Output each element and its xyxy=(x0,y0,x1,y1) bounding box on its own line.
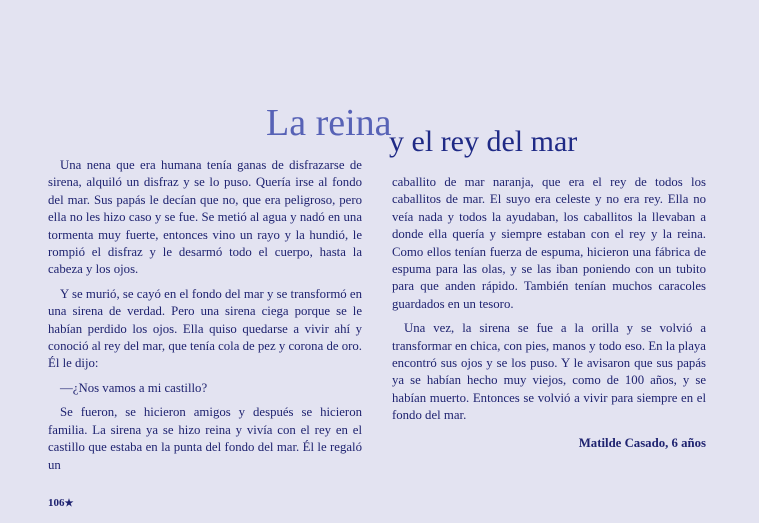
page-number-value: 106 xyxy=(48,497,65,509)
text-column-left xyxy=(48,157,362,481)
story-paragraph: Una vez, la sirena se fue a la orilla y se volvió a transformar en chica, con pies, manos y todo eso. En la playa encontró sus ojos y se los puso. Y le avisaron que sus papás ya se habían hecho muy viejos, como de 100 años, y se habían muerto. Entonces se volvió a vivir para siempre en el fondo del mar. xyxy=(392,321,706,423)
text-column-right xyxy=(392,174,706,459)
story-paragraph: Se fueron, se hicieron amigos y después se hicieron familia. La sirena ya se hizo reina y vivía con el rey en el castillo que estaba en la punta del fondo del mar. Él le regaló un xyxy=(48,405,362,472)
author-signature: Matilde Casado, 6 años xyxy=(578,435,706,450)
story-paragraph: Una nena que era humana tenía ganas de disfrazarse de sirena, alquiló un disfraz y se lo puso. Quería irse al fondo del mar. Sus papás le decían que no, que era peligroso, pero ella no les hizo caso y se fue. Se metió al agua y nadó en una tormenta muy fuerte, entonces vino un rayo y la hundió, le rompió el disfraz y le desarmó todo el cuerpo, hasta la cabeza y los ojos. xyxy=(48,158,362,277)
story-paragraph: caballito de mar naranja, que era el rey de todos los caballitos de mar. El suyo era celeste y no era rey. Ella no veía nada y todos la ayudaban, los caballitos la llevaban a donde ella quería y siempre estaban con el rey y la reina. Como ellos tenían fuerza de espuma, hicieron una fábrica de espuma para las olas, y se las iban poniendo con un tubito para que anden rápido. También tenían muchos caracoles guardados en un tesoro. xyxy=(392,175,706,311)
story-paragraph: Y se murió, se cayó en el fondo del mar y se transformó en una sirena de verdad. Pero una sirena ciega porque se le habían perdido los ojos. Ella quiso quedarse a vivir ahí y conoció al rey del mar, que tenía cola de pez y corona de oro. Él le dijo: xyxy=(48,286,362,371)
page-number xyxy=(48,497,73,509)
story-title-part-1: La reina xyxy=(266,102,392,144)
story-dialogue: —¿Nos vamos a mi castillo? xyxy=(60,380,208,395)
story-title-part-2: y el rey del mar xyxy=(389,125,578,158)
star-icon: ★ xyxy=(64,498,74,509)
